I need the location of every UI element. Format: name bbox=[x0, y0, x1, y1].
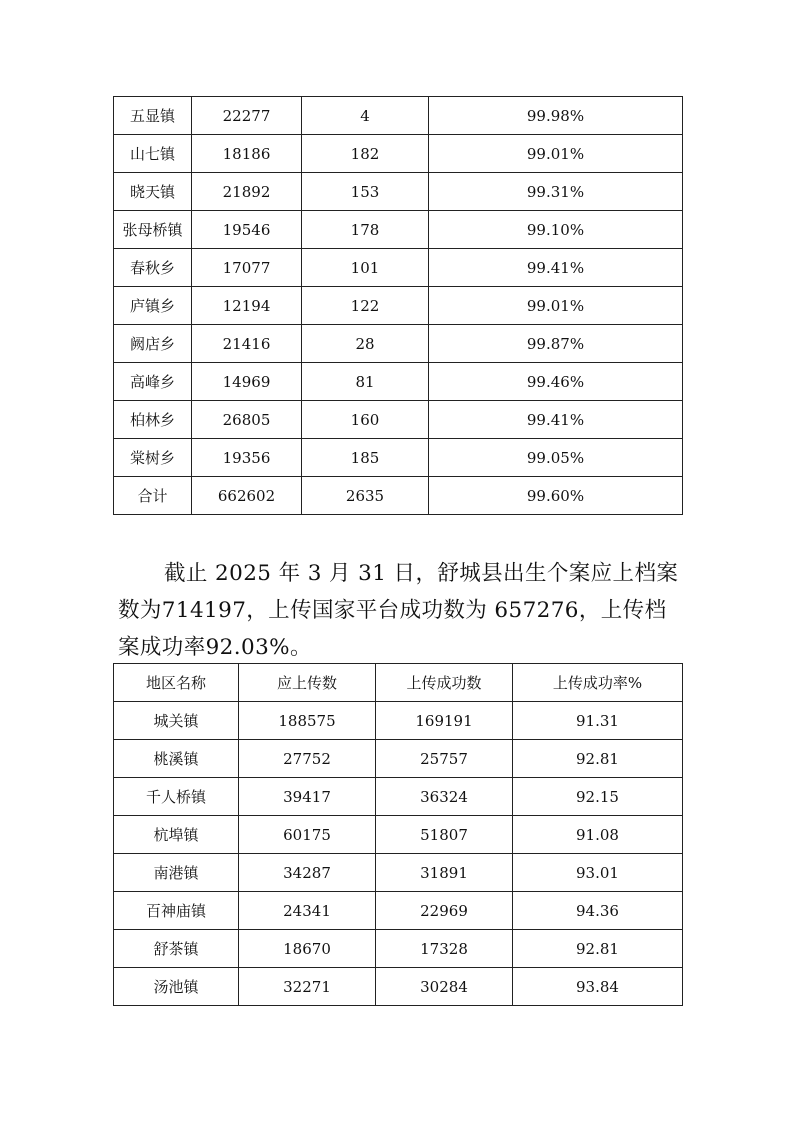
cell-upload-success: 17328 bbox=[376, 930, 513, 968]
cell-total: 14969 bbox=[192, 363, 302, 401]
cell-rate: 99.05% bbox=[429, 439, 683, 477]
cell-region: 桃溪镇 bbox=[114, 740, 239, 778]
summary-paragraph: 截止 2025 年 3 月 31 日，舒城县出生个案应上档案数为714197，上传国家平台成功数为 657276，上传档案成功率92.03%。 bbox=[118, 561, 679, 660]
table-header-row bbox=[114, 664, 683, 702]
cell-rate: 99.10% bbox=[429, 211, 683, 249]
cell-region: 千人桥镇 bbox=[114, 778, 239, 816]
cell-rate: 99.60% bbox=[429, 477, 683, 515]
cell-upload-success: 36324 bbox=[376, 778, 513, 816]
table-row bbox=[114, 363, 683, 401]
cell-count: 153 bbox=[302, 173, 429, 211]
cell-count: 185 bbox=[302, 439, 429, 477]
cell-total: 19356 bbox=[192, 439, 302, 477]
cell-rate: 99.46% bbox=[429, 363, 683, 401]
table-row bbox=[114, 97, 683, 135]
cell-count: 4 bbox=[302, 97, 429, 135]
table-row bbox=[114, 173, 683, 211]
table1-body bbox=[114, 97, 683, 515]
cell-should-upload: 27752 bbox=[239, 740, 376, 778]
cell-region: 庐镇乡 bbox=[114, 287, 192, 325]
table-row bbox=[114, 854, 683, 892]
cell-count: 122 bbox=[302, 287, 429, 325]
table-row bbox=[114, 702, 683, 740]
cell-success-rate: 92.81 bbox=[513, 930, 683, 968]
cell-should-upload: 32271 bbox=[239, 968, 376, 1006]
table-row bbox=[114, 968, 683, 1006]
header-should-upload: 应上传数 bbox=[239, 664, 376, 702]
cell-region: 舒茶镇 bbox=[114, 930, 239, 968]
cell-total: 22277 bbox=[192, 97, 302, 135]
cell-upload-success: 22969 bbox=[376, 892, 513, 930]
cell-region: 汤池镇 bbox=[114, 968, 239, 1006]
cell-upload-success: 25757 bbox=[376, 740, 513, 778]
cell-rate: 99.01% bbox=[429, 287, 683, 325]
cell-success-rate: 93.01 bbox=[513, 854, 683, 892]
cell-rate: 99.31% bbox=[429, 173, 683, 211]
cell-rate: 99.87% bbox=[429, 325, 683, 363]
cell-should-upload: 18670 bbox=[239, 930, 376, 968]
cell-count: 2635 bbox=[302, 477, 429, 515]
cell-count: 28 bbox=[302, 325, 429, 363]
cell-count: 178 bbox=[302, 211, 429, 249]
table-row bbox=[114, 930, 683, 968]
table-row bbox=[114, 477, 683, 515]
table-row bbox=[114, 816, 683, 854]
cell-region: 阙店乡 bbox=[114, 325, 192, 363]
table2-body bbox=[114, 702, 683, 1006]
cell-region: 春秋乡 bbox=[114, 249, 192, 287]
cell-total: 19546 bbox=[192, 211, 302, 249]
cell-region: 柏林乡 bbox=[114, 401, 192, 439]
cell-success-rate: 91.31 bbox=[513, 702, 683, 740]
table-row bbox=[114, 211, 683, 249]
cell-should-upload: 188575 bbox=[239, 702, 376, 740]
cell-success-rate: 91.08 bbox=[513, 816, 683, 854]
table-row bbox=[114, 325, 683, 363]
cell-region: 城关镇 bbox=[114, 702, 239, 740]
cell-count: 160 bbox=[302, 401, 429, 439]
header-upload-success: 上传成功数 bbox=[376, 664, 513, 702]
header-region-name: 地区名称 bbox=[114, 664, 239, 702]
cell-count: 81 bbox=[302, 363, 429, 401]
table-row bbox=[114, 135, 683, 173]
cell-rate: 99.01% bbox=[429, 135, 683, 173]
cell-should-upload: 34287 bbox=[239, 854, 376, 892]
cell-region: 五显镇 bbox=[114, 97, 192, 135]
cell-should-upload: 39417 bbox=[239, 778, 376, 816]
cell-upload-success: 31891 bbox=[376, 854, 513, 892]
cell-region: 百神庙镇 bbox=[114, 892, 239, 930]
table-row bbox=[114, 249, 683, 287]
cell-region: 杭埠镇 bbox=[114, 816, 239, 854]
cell-total: 662602 bbox=[192, 477, 302, 515]
cell-region: 山七镇 bbox=[114, 135, 192, 173]
table-row bbox=[114, 287, 683, 325]
header-success-rate: 上传成功率% bbox=[513, 664, 683, 702]
cell-count: 101 bbox=[302, 249, 429, 287]
cell-region: 南港镇 bbox=[114, 854, 239, 892]
township-upload-table-1 bbox=[113, 96, 683, 515]
table-row bbox=[114, 401, 683, 439]
table-row bbox=[114, 778, 683, 816]
cell-rate: 99.98% bbox=[429, 97, 683, 135]
cell-success-rate: 94.36 bbox=[513, 892, 683, 930]
cell-count: 182 bbox=[302, 135, 429, 173]
cell-rate: 99.41% bbox=[429, 249, 683, 287]
table-row bbox=[114, 439, 683, 477]
birth-record-upload-table bbox=[113, 663, 683, 1006]
cell-total: 12194 bbox=[192, 287, 302, 325]
cell-success-rate: 92.15 bbox=[513, 778, 683, 816]
cell-region: 高峰乡 bbox=[114, 363, 192, 401]
cell-region: 张母桥镇 bbox=[114, 211, 192, 249]
cell-should-upload: 24341 bbox=[239, 892, 376, 930]
cell-upload-success: 169191 bbox=[376, 702, 513, 740]
cell-success-rate: 92.81 bbox=[513, 740, 683, 778]
cell-should-upload: 60175 bbox=[239, 816, 376, 854]
cell-region: 合计 bbox=[114, 477, 192, 515]
cell-region: 晓天镇 bbox=[114, 173, 192, 211]
cell-region: 棠树乡 bbox=[114, 439, 192, 477]
table-row bbox=[114, 740, 683, 778]
cell-total: 17077 bbox=[192, 249, 302, 287]
cell-total: 26805 bbox=[192, 401, 302, 439]
cell-success-rate: 93.84 bbox=[513, 968, 683, 1006]
cell-total: 18186 bbox=[192, 135, 302, 173]
cell-rate: 99.41% bbox=[429, 401, 683, 439]
cell-total: 21416 bbox=[192, 325, 302, 363]
table-row bbox=[114, 892, 683, 930]
cell-upload-success: 30284 bbox=[376, 968, 513, 1006]
cell-total: 21892 bbox=[192, 173, 302, 211]
cell-upload-success: 51807 bbox=[376, 816, 513, 854]
